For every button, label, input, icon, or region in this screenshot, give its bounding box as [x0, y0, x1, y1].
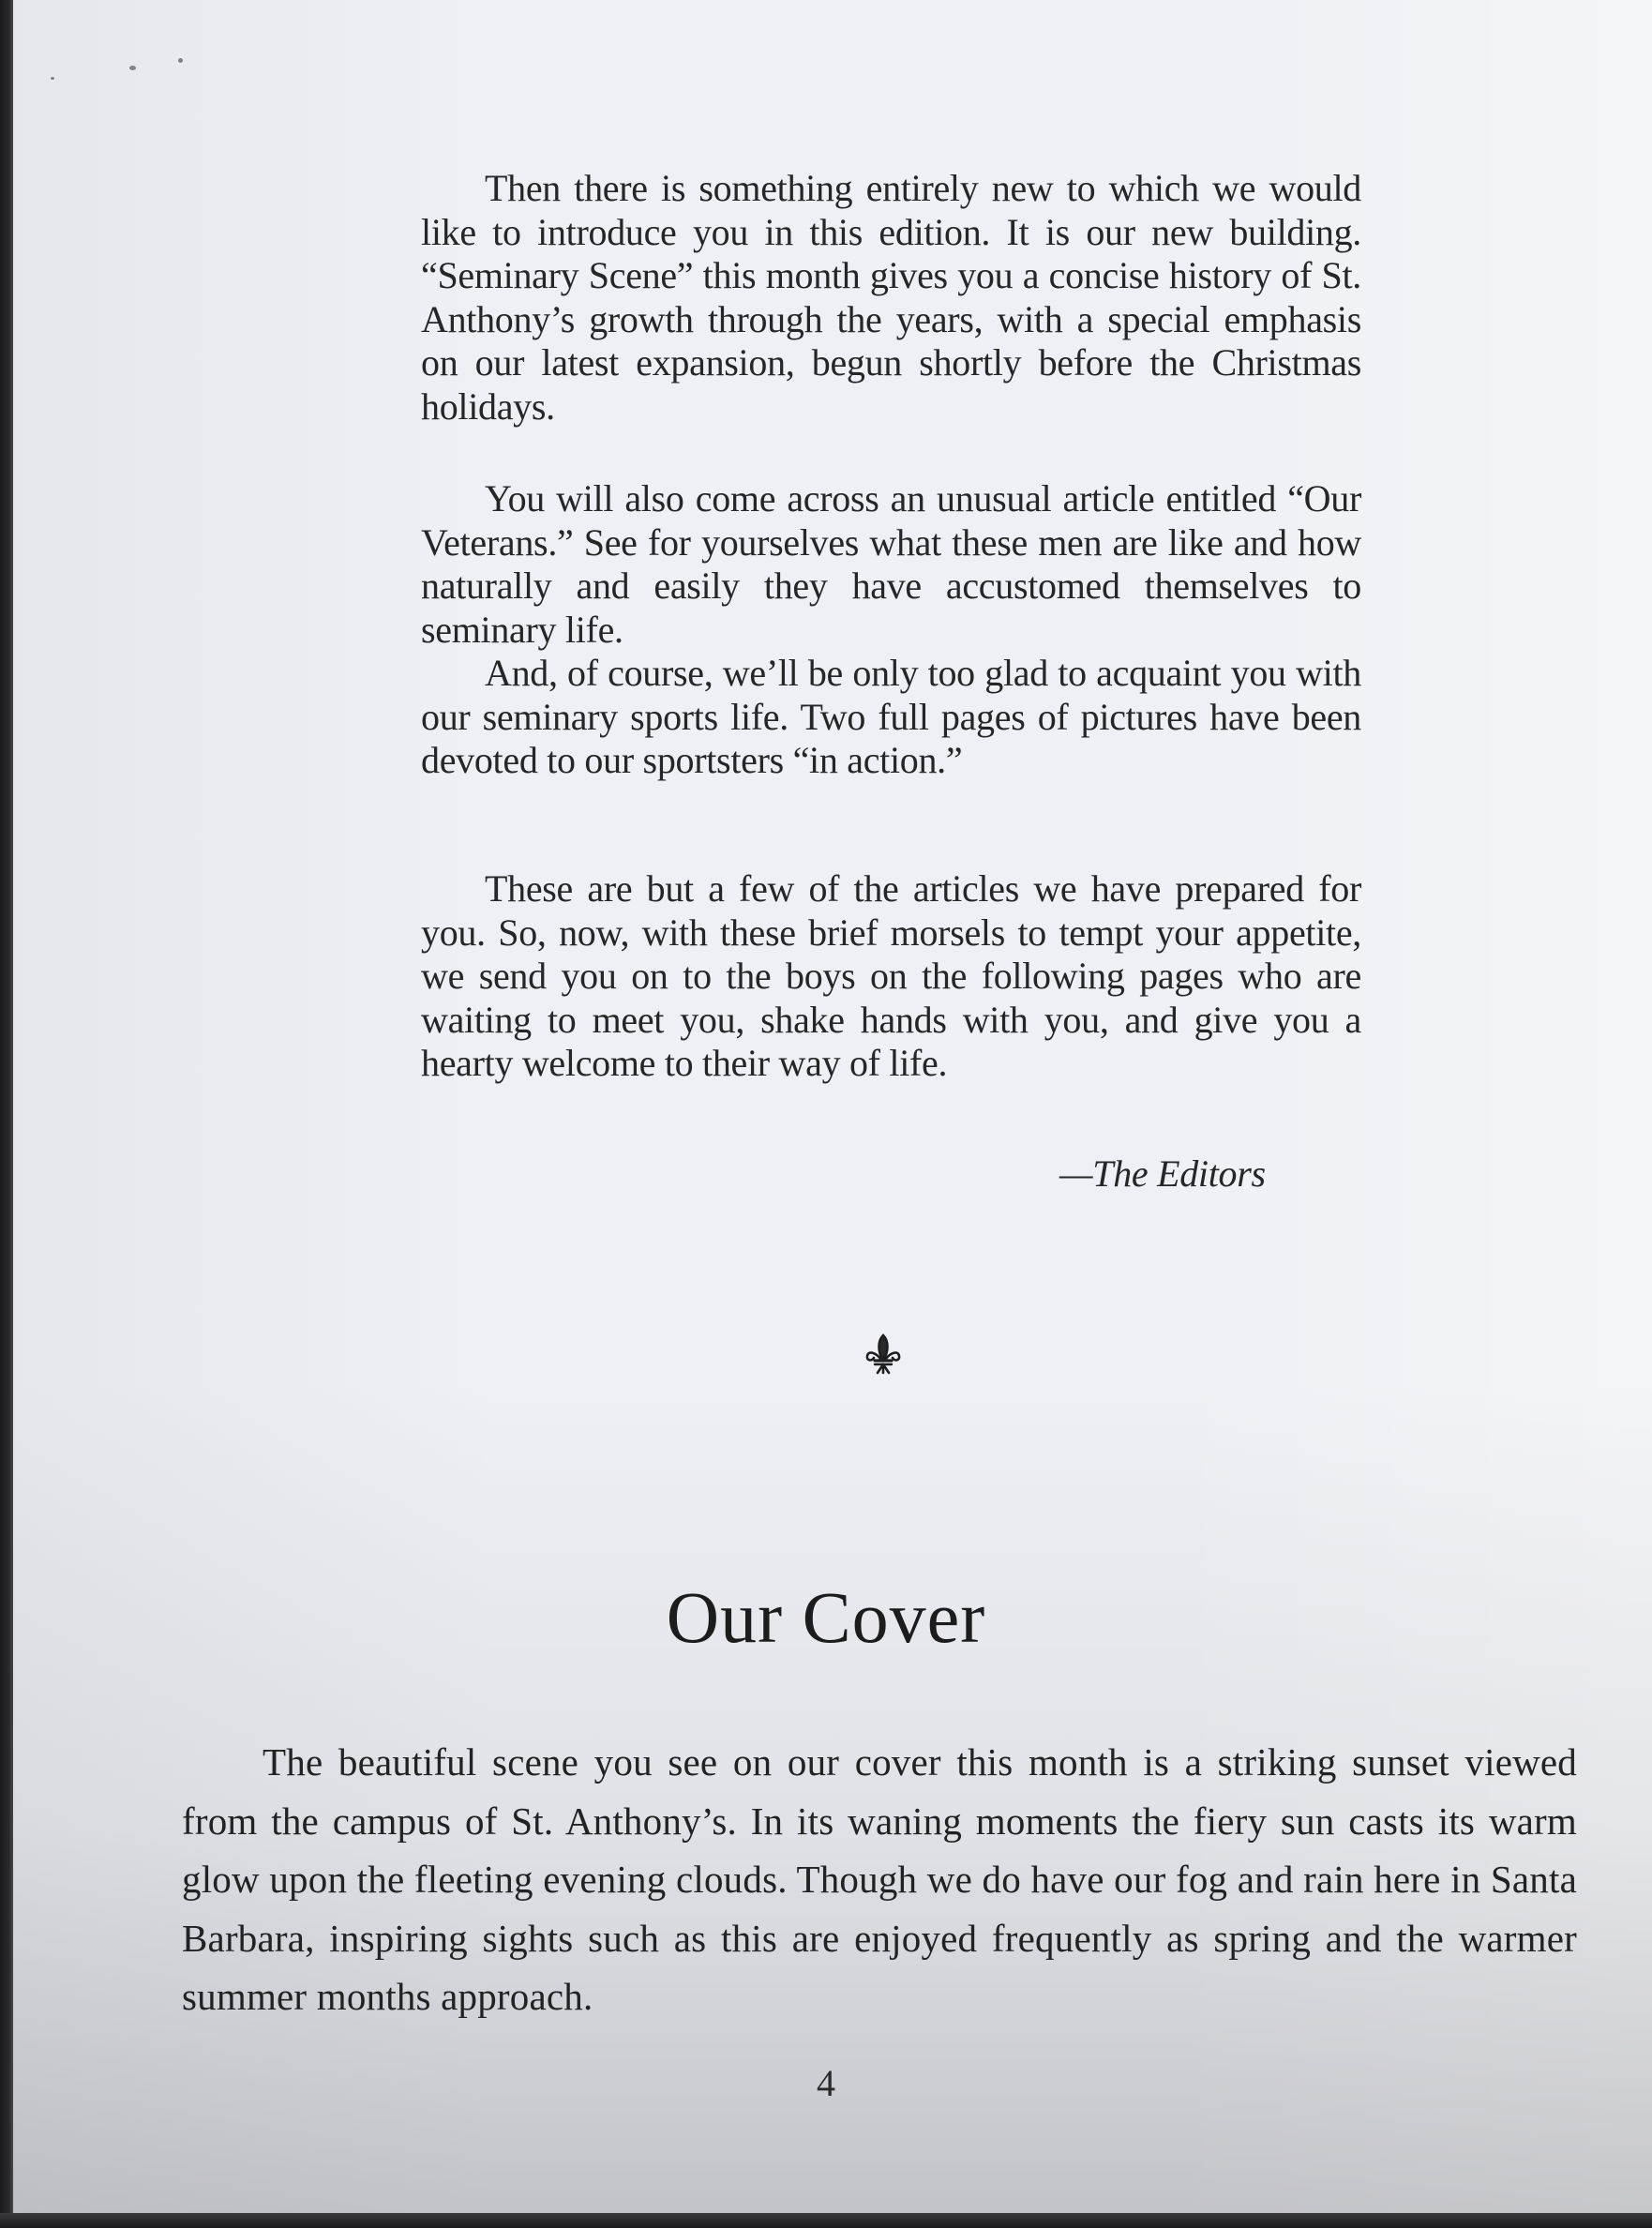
editorial-paragraph-4: [421, 867, 1361, 1086]
paragraph-text: And, of course, we’ll be only too glad to acquaint you with our seminary sports life. Two full pages of pictures have been devoted to our sportsters “in action.”: [421, 652, 1361, 781]
page-number: 4: [817, 2062, 835, 2104]
paragraph-text: These are but a few of the articles we have prepared for you. So, now, with these brief morsels to tempt your appetite, we send you on to the boys on the following pages who are waiting to meet you, shake hands with you, and give you a hearty welcome to their way of life.: [421, 867, 1361, 1084]
editorial-paragraph-1: [421, 167, 1361, 429]
paragraph-text: The beautiful scene you see on our cover this month is a striking sunset viewed from the campus of St. Anthony’s. In its waning moments the fiery sun casts its warm glow upon the fleeting evening clouds. Though we do have our fog and rain here in Santa Barbara, inspiring sights such as this are enjoyed frequently as spring and the warmer summer months approach.: [182, 1740, 1577, 2018]
editorial-paragraph-3: [421, 652, 1361, 783]
paper-mark: [129, 66, 136, 70]
editorial-paragraph-2: [421, 477, 1361, 652]
scan-left-border: [0, 0, 13, 2228]
fleur-de-lis-icon: [864, 1332, 902, 1378]
paragraph-text: You will also come across an unusual article entitled “Our Veterans.” See for yourselves what these men are like and how naturally and easily they have accustomed themselves to seminary life.: [421, 477, 1361, 651]
cover-description: [182, 1733, 1577, 2026]
section-heading: Our Cover: [666, 1576, 986, 1658]
paper-mark: [178, 58, 183, 63]
paragraph-text: Then there is something entirely new to which we would like to introduce you in this edition. It is our new building. “Seminary Scene” this month gives you a concise history of St. Anthony’s growth through the years, with a special emphasis on our latest expansion, begun shortly before the Christmas holidays.: [421, 167, 1361, 428]
paper-mark: [51, 77, 54, 80]
scan-bottom-border: [0, 2213, 1652, 2228]
editors-signature: —The Editors: [1059, 1152, 1266, 1195]
